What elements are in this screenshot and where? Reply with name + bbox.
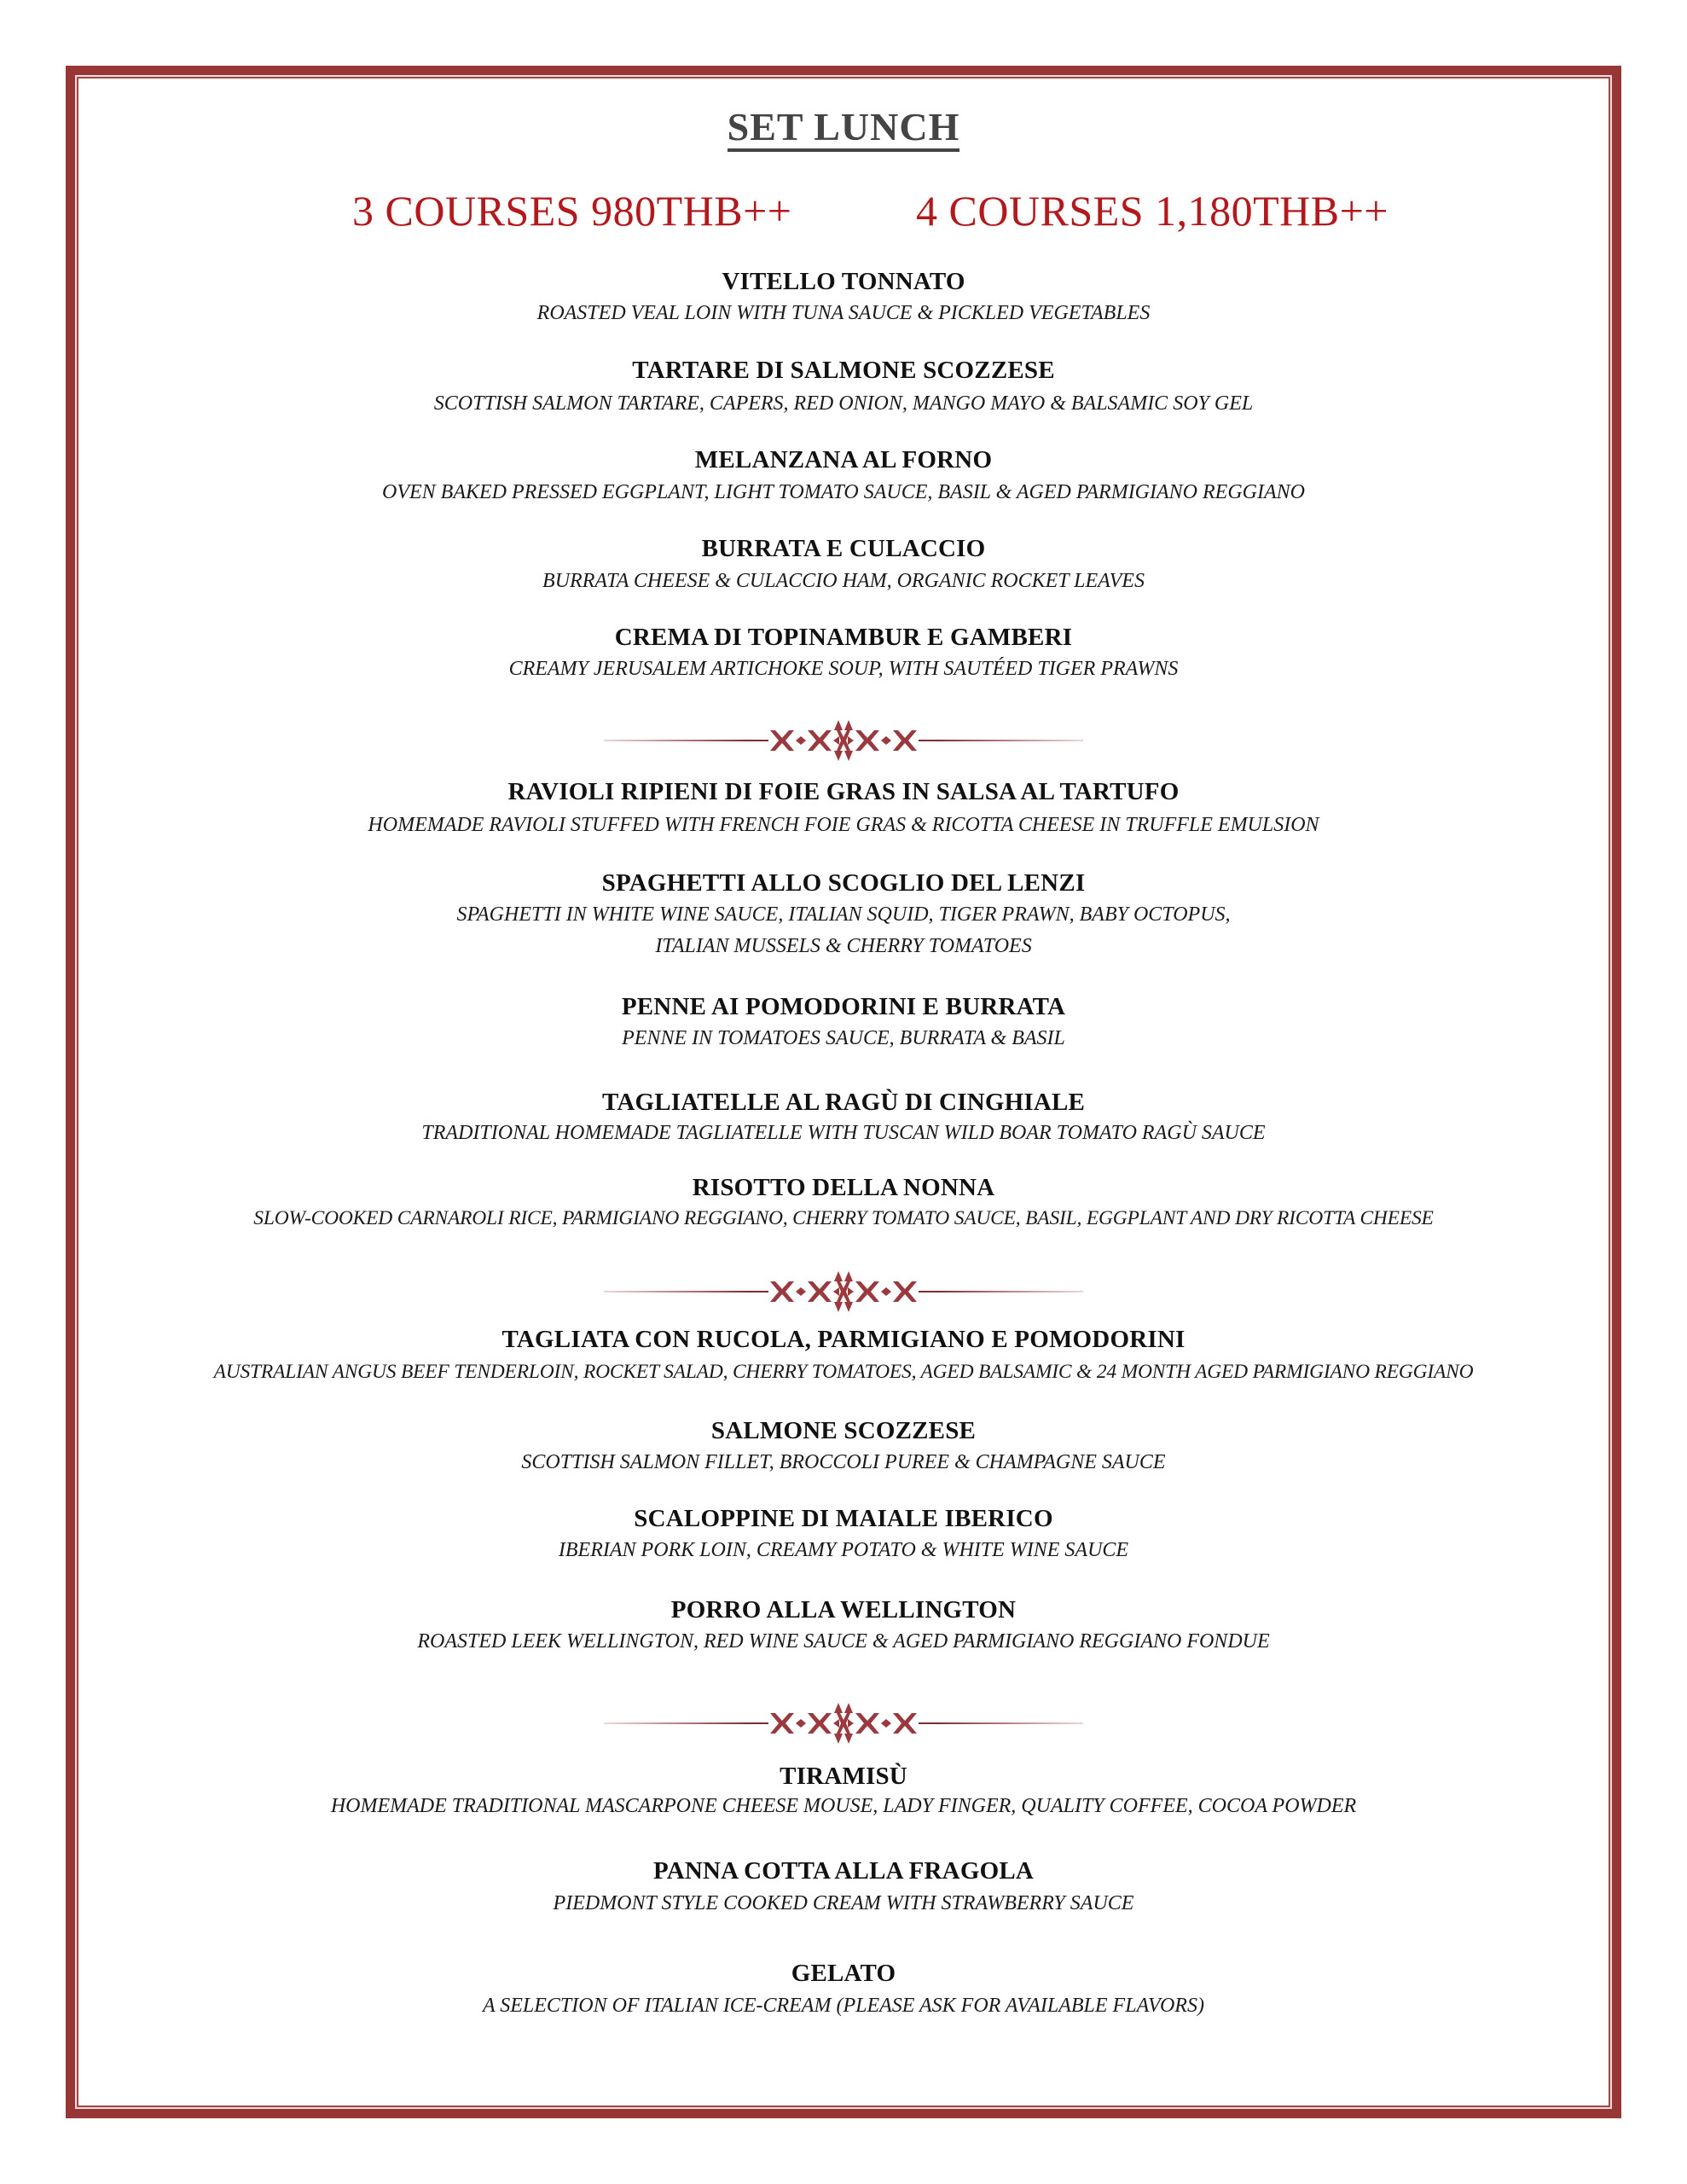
dish-description: IBERIAN PORK LOIN, CREAMY POTATO & WHITE WINE SAUCE [558,1539,1129,1561]
ornament-divider-icon [597,1266,1090,1317]
dish-name: PORRO ALLA WELLINGTON [670,1596,1017,1623]
dish-description: SCOTTISH SALMON FILLET, BROCCOLI PUREE & CHAMPAGNE SAUCE [521,1451,1166,1473]
dish-description: HOMEMADE RAVIOLI STUFFED WITH FRENCH FOIE GRAS & RICOTTA CHEESE IN TRUFFLE EMULSION [368,814,1319,836]
dish-name: SCALOPPINE DI MAIALE IBERICO [634,1505,1053,1532]
dish-description: BURRATA CHEESE & CULACCIO HAM, ORGANIC ROCKET LEAVES [542,570,1145,592]
dish-name: MELANZANA AL FORNO [694,446,993,473]
dish-name: TIRAMISÙ [780,1763,907,1790]
dish-description: PENNE IN TOMATOES SAUCE, BURRATA & BASIL [622,1027,1065,1049]
dish-name: VITELLO TONNATO [722,268,965,295]
price-4-courses: 4 COURSES 1,180THB++ [916,187,1388,235]
dish-description: ROASTED LEEK WELLINGTON, RED WINE SAUCE & AGED PARMIGIANO REGGIANO FONDUE [417,1630,1270,1653]
dish-name: CREMA DI TOPINAMBUR E GAMBERI [614,624,1073,651]
dish-description: CREAMY JERUSALEM ARTICHOKE SOUP, WITH SAUTÉED TIGER PRAWNS [508,658,1179,680]
dish-description: AUSTRALIAN ANGUS BEEF TENDERLOIN, ROCKET SALAD, CHERRY TOMATOES, AGED BALSAMIC & 24 MONTH AGED PARMIGIANO REGGIANO [213,1361,1474,1383]
dish-description-line2: ITALIAN MUSSELS & CHERRY TOMATOES [655,935,1032,957]
dish-description: SLOW-COOKED CARNAROLI RICE, PARMIGIANO REGGIANO, CHERRY TOMATO SAUCE, BASIL, EGGPLANT AND DRY RICOTTA CHEESE [253,1207,1434,1229]
dish-name: TARTARE DI SALMONE SCOZZESE [632,357,1055,384]
dish-description: A SELECTION OF ITALIAN ICE-CREAM (PLEASE ASK FOR AVAILABLE FLAVORS) [483,1995,1204,2017]
dish-description: SCOTTISH SALMON TARTARE, CAPERS, RED ONION, MANGO MAYO & BALSAMIC SOY GEL [433,392,1254,415]
dish-description: ROASTED VEAL LOIN WITH TUNA SAUCE & PICKLED VEGETABLES [536,302,1151,324]
dish-name: PANNA COTTA ALLA FRAGOLA [652,1857,1035,1885]
dish-description: PIEDMONT STYLE COOKED CREAM WITH STRAWBERRY SAUCE [553,1892,1134,1914]
dish-description: OVEN BAKED PRESSED EGGPLANT, LIGHT TOMATO SAUCE, BASIL & AGED PARMIGIANO REGGIANO [382,481,1305,503]
dish-name: RISOTTO DELLA NONNA [692,1174,995,1201]
dish-description: SPAGHETTI IN WHITE WINE SAUCE, ITALIAN SQUID, TIGER PRAWN, BABY OCTOPUS, [456,903,1231,926]
dish-description: HOMEMADE TRADITIONAL MASCARPONE CHEESE MOUSE, LADY FINGER, QUALITY COFFEE, COCOA POWDER [330,1795,1357,1817]
ornament-divider-icon [597,715,1090,766]
dish-name: GELATO [791,1960,896,1987]
dish-name: SALMONE SCOZZESE [710,1417,977,1444]
dish-name: TAGLIATELLE AL RAGÙ DI CINGHIALE [601,1089,1086,1116]
price-3-courses: 3 COURSES 980THB++ [352,187,792,235]
dish-name: RAVIOLI RIPIENI DI FOIE GRAS IN SALSA AL TARTUFO [507,778,1180,805]
dish-description: TRADITIONAL HOMEMADE TAGLIATELLE WITH TUSCAN WILD BOAR TOMATO RAGÙ SAUCE [421,1122,1266,1144]
page-title [0,107,1687,152]
dish-name: SPAGHETTI ALLO SCOGLIO DEL LENZI [601,869,1086,897]
ornament-divider-icon [597,1698,1090,1749]
dish-name: TAGLIATA CON RUCOLA, PARMIGIANO E POMODORINI [501,1326,1186,1353]
page-title-text: SET LUNCH [728,107,960,152]
dish-name: PENNE AI POMODORINI E BURRATA [621,993,1066,1020]
dish-name: BURRATA E CULACCIO [701,535,986,562]
